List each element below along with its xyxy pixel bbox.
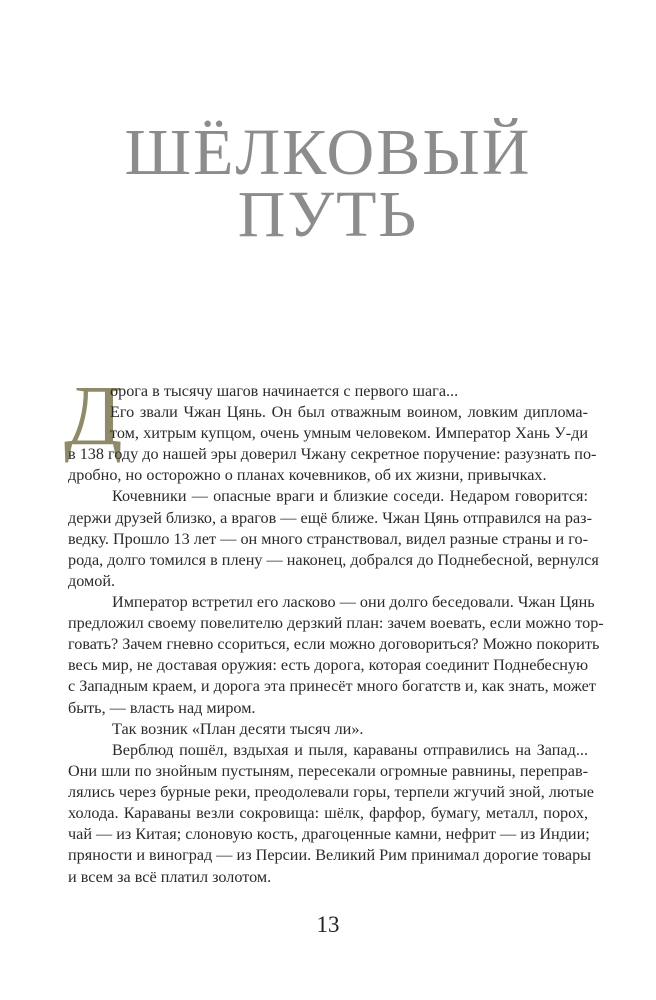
text-line: рода, долго томился в плену — наконец, добрался до Поднебесной, вернулся <box>68 551 599 569</box>
text-line: быть, — власть над миром. <box>68 699 256 717</box>
text-line: домой. <box>68 572 116 590</box>
text-line: орога в тысячу шагов начинается с первого шага... <box>110 382 459 400</box>
text-line: предложил своему повелителю дерзкий план: зачем воевать, если можно тор- <box>68 614 604 632</box>
text-line: с Западным краем, и дорога эта принесёт много богатств и, как знать, может <box>68 677 596 695</box>
text-line: Кочевники — опасные враги и близкие соседи. Недаром говорится: <box>112 487 588 505</box>
page-number: 13 <box>316 912 340 937</box>
text-line: говать? Зачем гневно ссориться, если можно договориться? Можно покорить <box>68 635 600 653</box>
text-line: Они шли по знойным пустыням, пересекали огромные равнины, переправ- <box>68 762 588 780</box>
drop-cap: Д <box>64 367 123 463</box>
text-line: держи друзей близко, а врагов — ещё ближе. Чжан Цянь отправился на раз- <box>68 509 592 527</box>
text-line: том, хитрым купцом, очень умным человеком. Император Хань У-ди <box>110 424 588 442</box>
text-line: чай — из Китая; слоновую кость, драгоценные камни, нефрит — из Индии; <box>68 825 590 843</box>
text-line: дробно, но осторожно о планах кочевников, об их жизни, привычках. <box>68 466 547 484</box>
chapter-title-line-2: ПУТЬ <box>237 178 419 251</box>
text-line: Император встретил его ласково — они долго беседовали. Чжан Цянь <box>112 593 595 611</box>
text-line: холода. Караваны везли сокровища: шёлк, фарфор, бумагу, металл, порох, <box>68 804 588 822</box>
text-line: Верблюд пошёл, вздыхая и пыля, караваны отправились на Запад... <box>112 741 588 759</box>
text-line: весь мир, не доставая оружия: есть дорога, которая соединит Поднебесную <box>68 656 589 674</box>
text-line: Так возник «План десяти тысяч ли». <box>112 720 364 738</box>
text-line: и всем за всё платил золотом. <box>68 868 272 886</box>
text-line: лялись через бурные реки, преодолевали горы, терпели жгучий зной, лютые <box>68 783 594 801</box>
text-line: в 138 году до нашей эры доверил Чжану секретное поручение: разузнать по- <box>68 445 597 463</box>
text-line: Его звали Чжан Цянь. Он был отважным воином, ловким диплома- <box>110 403 588 421</box>
text-line: пряности и виноград — из Персии. Великий Рим принимал дорогие товары <box>68 846 592 864</box>
text-line: ведку. Прошло 13 лет — он много странствовал, видел разные страны и го- <box>68 530 588 548</box>
chapter-title-line-1: ШЁЛКОВЫЙ <box>124 116 532 189</box>
